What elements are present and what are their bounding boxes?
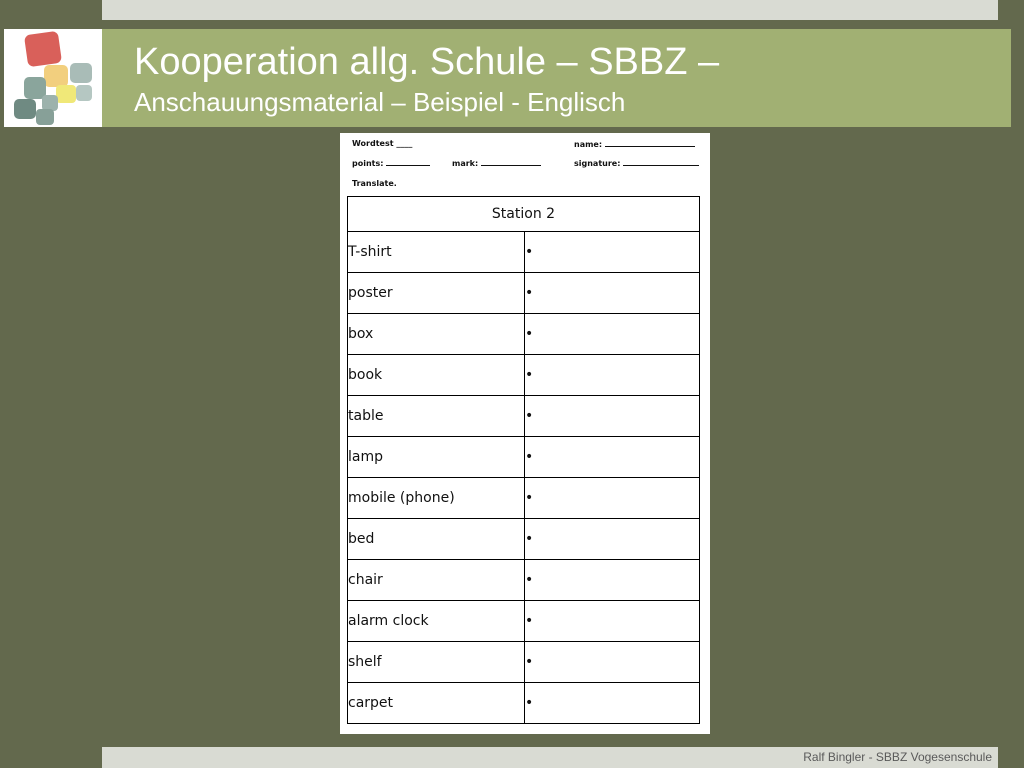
table-row <box>348 396 700 437</box>
signature-blank <box>623 158 699 166</box>
english-word: shelf <box>348 642 525 683</box>
footer-credit: Ralf Bingler - SBBZ Vogesenschule <box>803 750 992 764</box>
worksheet-image <box>340 133 710 734</box>
title-band <box>102 29 1011 127</box>
english-word: table <box>348 396 525 437</box>
table-row <box>348 437 700 478</box>
table-row <box>348 478 700 519</box>
english-word: poster <box>348 273 525 314</box>
english-word: book <box>348 355 525 396</box>
translation-bullet: • <box>525 519 700 560</box>
translation-bullet: • <box>525 232 700 273</box>
translation-bullet: • <box>525 642 700 683</box>
english-word: T-shirt <box>348 232 525 273</box>
translation-bullet: • <box>525 683 700 724</box>
english-word: mobile (phone) <box>348 478 525 519</box>
mosaic-logo-icon <box>4 29 102 127</box>
english-word: box <box>348 314 525 355</box>
table-row <box>348 273 700 314</box>
table-row <box>348 642 700 683</box>
points-label: points: <box>352 159 384 168</box>
name-field <box>574 139 695 149</box>
english-word: chair <box>348 560 525 601</box>
english-word: lamp <box>348 437 525 478</box>
signature-field <box>574 158 699 168</box>
table-row <box>348 683 700 724</box>
translation-bullet: • <box>525 314 700 355</box>
instruction-text: Translate. <box>352 179 397 188</box>
english-word: alarm clock <box>348 601 525 642</box>
station-title: Station 2 <box>348 197 700 232</box>
english-word: bed <box>348 519 525 560</box>
table-row <box>348 560 700 601</box>
translation-bullet: • <box>525 560 700 601</box>
translation-bullet: • <box>525 478 700 519</box>
name-blank <box>605 139 695 147</box>
points-field <box>352 158 430 168</box>
translation-bullet: • <box>525 355 700 396</box>
slide-subtitle: Anschauungsmaterial – Beispiel - Englisch <box>134 87 626 117</box>
table-row <box>348 314 700 355</box>
table-row <box>348 519 700 560</box>
vocabulary-table <box>347 196 700 724</box>
english-word: carpet <box>348 683 525 724</box>
mark-blank <box>481 158 541 166</box>
footer-strip <box>102 747 998 768</box>
points-blank <box>386 158 430 166</box>
top-decor-strip <box>102 0 998 20</box>
translation-bullet: • <box>525 601 700 642</box>
mark-label: mark: <box>452 159 479 168</box>
table-row <box>348 355 700 396</box>
wordtest-label: Wordtest ____ <box>352 139 413 148</box>
translation-bullet: • <box>525 273 700 314</box>
translation-bullet: • <box>525 396 700 437</box>
table-row <box>348 601 700 642</box>
signature-label: signature: <box>574 159 621 168</box>
slide-title: Kooperation allg. Schule – SBBZ – <box>134 41 720 83</box>
mark-field <box>452 158 541 168</box>
table-row <box>348 232 700 273</box>
translation-bullet: • <box>525 437 700 478</box>
name-label: name: <box>574 140 603 149</box>
school-logo <box>4 29 102 127</box>
